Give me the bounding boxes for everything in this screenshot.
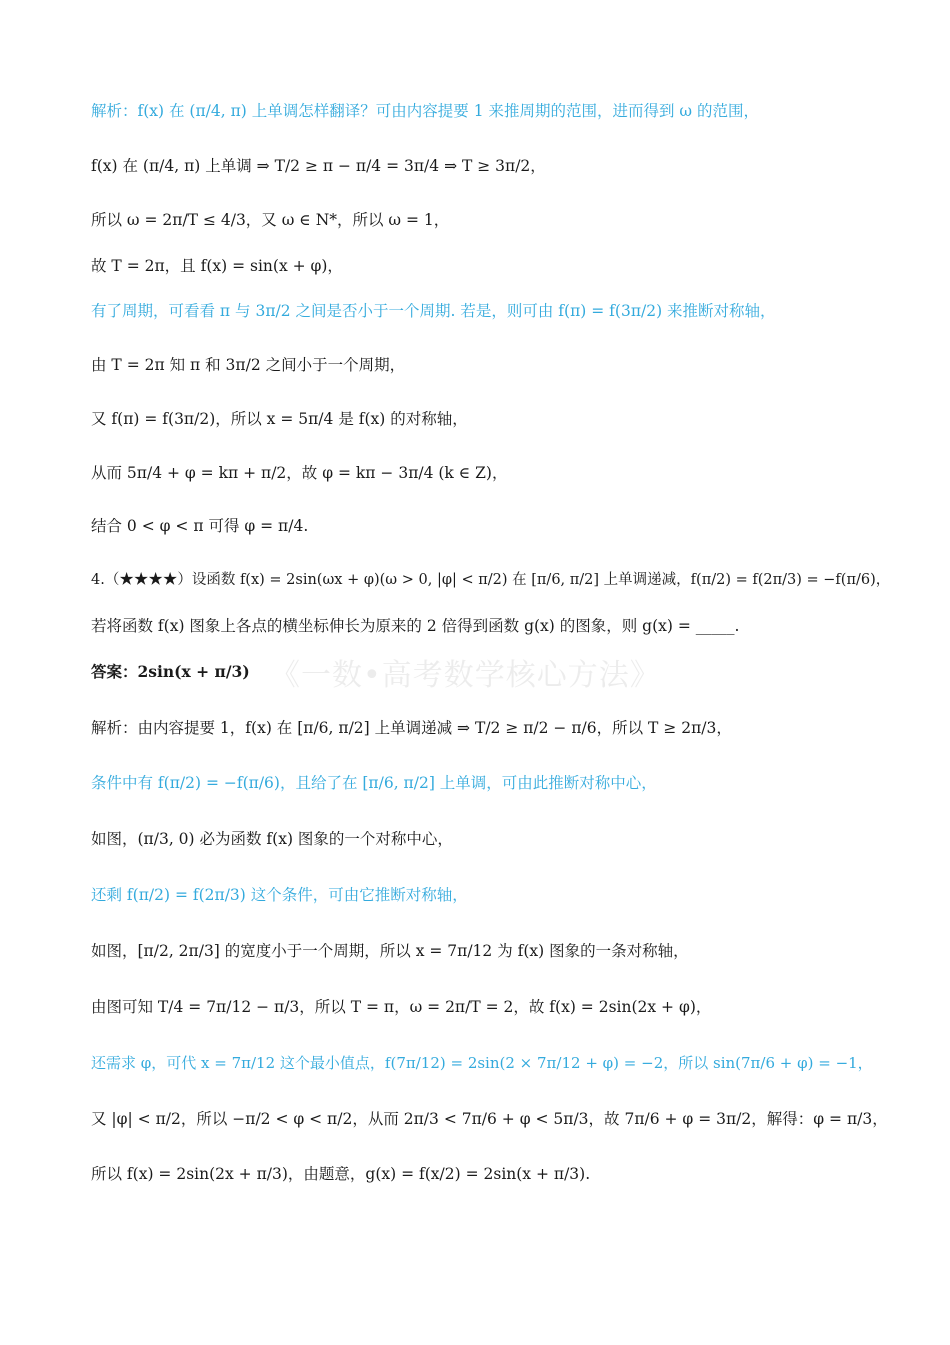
- analysis-2-hint-2: 还剩 f(π/2) = f(2π/3) 这个条件，可由它推断对称轴，: [91, 886, 468, 904]
- analysis-2-hint-3: 还需求 φ，可代 x = 7π/12 这个最小值点，f(7π/12) = 2sin(2 × 7π/12 + φ) = −2，所以 sin(7π/6 + φ) = −1，: [91, 1054, 873, 1072]
- problem-4-statement-cont: 若将函数 f(x) 图象上各点的横坐标伸长为原来的 2 倍得到函数 g(x) 的图象，则 g(x) = _____.: [91, 617, 740, 635]
- analysis-2-step-2: 如图，(π/3, 0) 必为函数 f(x) 图象的一个对称中心，: [91, 830, 453, 848]
- analysis-1-step-6: 从而 5π/4 + φ = kπ + π/2，故 φ = kπ − 3π/4 (k ∈ Z)，: [91, 464, 508, 482]
- analysis-1-conclusion: 结合 0 < φ < π 可得 φ = π/4.: [91, 517, 309, 535]
- analysis-2-step-3: 如图，[π/2, 2π/3] 的宽度小于一个周期，所以 x = 7π/12 为 f(x) 图象的一条对称轴，: [91, 942, 689, 960]
- analysis-1-intro: 解析：f(x) 在 (π/4, π) 上单调怎样翻译？可由内容提要 1 来推周期的范围，进而得到 ω 的范围，: [91, 102, 759, 120]
- analysis-1-step-1: f(x) 在 (π/4, π) 上单调 ⇒ T/2 ≥ π − π/4 = 3π/4 ⇒ T ≥ 3π/2，: [91, 157, 546, 175]
- watermark: 《一数•高考数学核心方法》: [270, 658, 661, 693]
- analysis-2-step-5: 又 |φ| < π/2，所以 −π/2 < φ < π/2，从而 2π/3 < 7π/6 + φ < 5π/3，故 7π/6 + φ = 3π/2，解得：φ = π/3，: [91, 1110, 888, 1128]
- analysis-2-step-4: 由图可知 T/4 = 7π/12 − π/3，所以 T = π，ω = 2π/T = 2，故 f(x) = 2sin(2x + φ)，: [91, 998, 712, 1016]
- analysis-1-step-2: 所以 ω = 2π/T ≤ 4/3，又 ω ∈ N*，所以 ω = 1，: [91, 211, 450, 229]
- analysis-2-conclusion: 所以 f(x) = 2sin(2x + π/3)，由题意，g(x) = f(x/2) = 2sin(x + π/3).: [91, 1165, 591, 1183]
- analysis-1-step-5: 又 f(π) = f(3π/2)，所以 x = 5π/4 是 f(x) 的对称轴，: [91, 410, 468, 428]
- problem-4-statement: 4.（★★★★）设函数 f(x) = 2sin(ωx + φ)(ω > 0, |φ| < π/2) 在 [π/6, π/2] 上单调递减，f(π/2) = f(2π/3) = −f(π/6)，: [91, 572, 891, 588]
- analysis-1-hint: 有了周期，可看看 π 与 3π/2 之间是否小于一个周期. 若是，则可由 f(π) = f(3π/2) 来推断对称轴，: [91, 302, 776, 320]
- analysis-2-step-1: 解析：由内容提要 1，f(x) 在 [π/6, π/2] 上单调递减 ⇒ T/2 ≥ π/2 − π/6，所以 T ≥ 2π/3，: [91, 719, 732, 737]
- problem-4-answer: 答案：2sin(x + π/3): [91, 662, 250, 681]
- analysis-1-step-4: 由 T = 2π 知 π 和 3π/2 之间小于一个周期，: [91, 356, 406, 374]
- analysis-1-step-3: 故 T = 2π，且 f(x) = sin(x + φ)，: [91, 257, 343, 275]
- analysis-2-hint-1: 条件中有 f(π/2) = −f(π/6)，且给了在 [π/6, π/2] 上单调，可由此推断对称中心，: [91, 774, 657, 792]
